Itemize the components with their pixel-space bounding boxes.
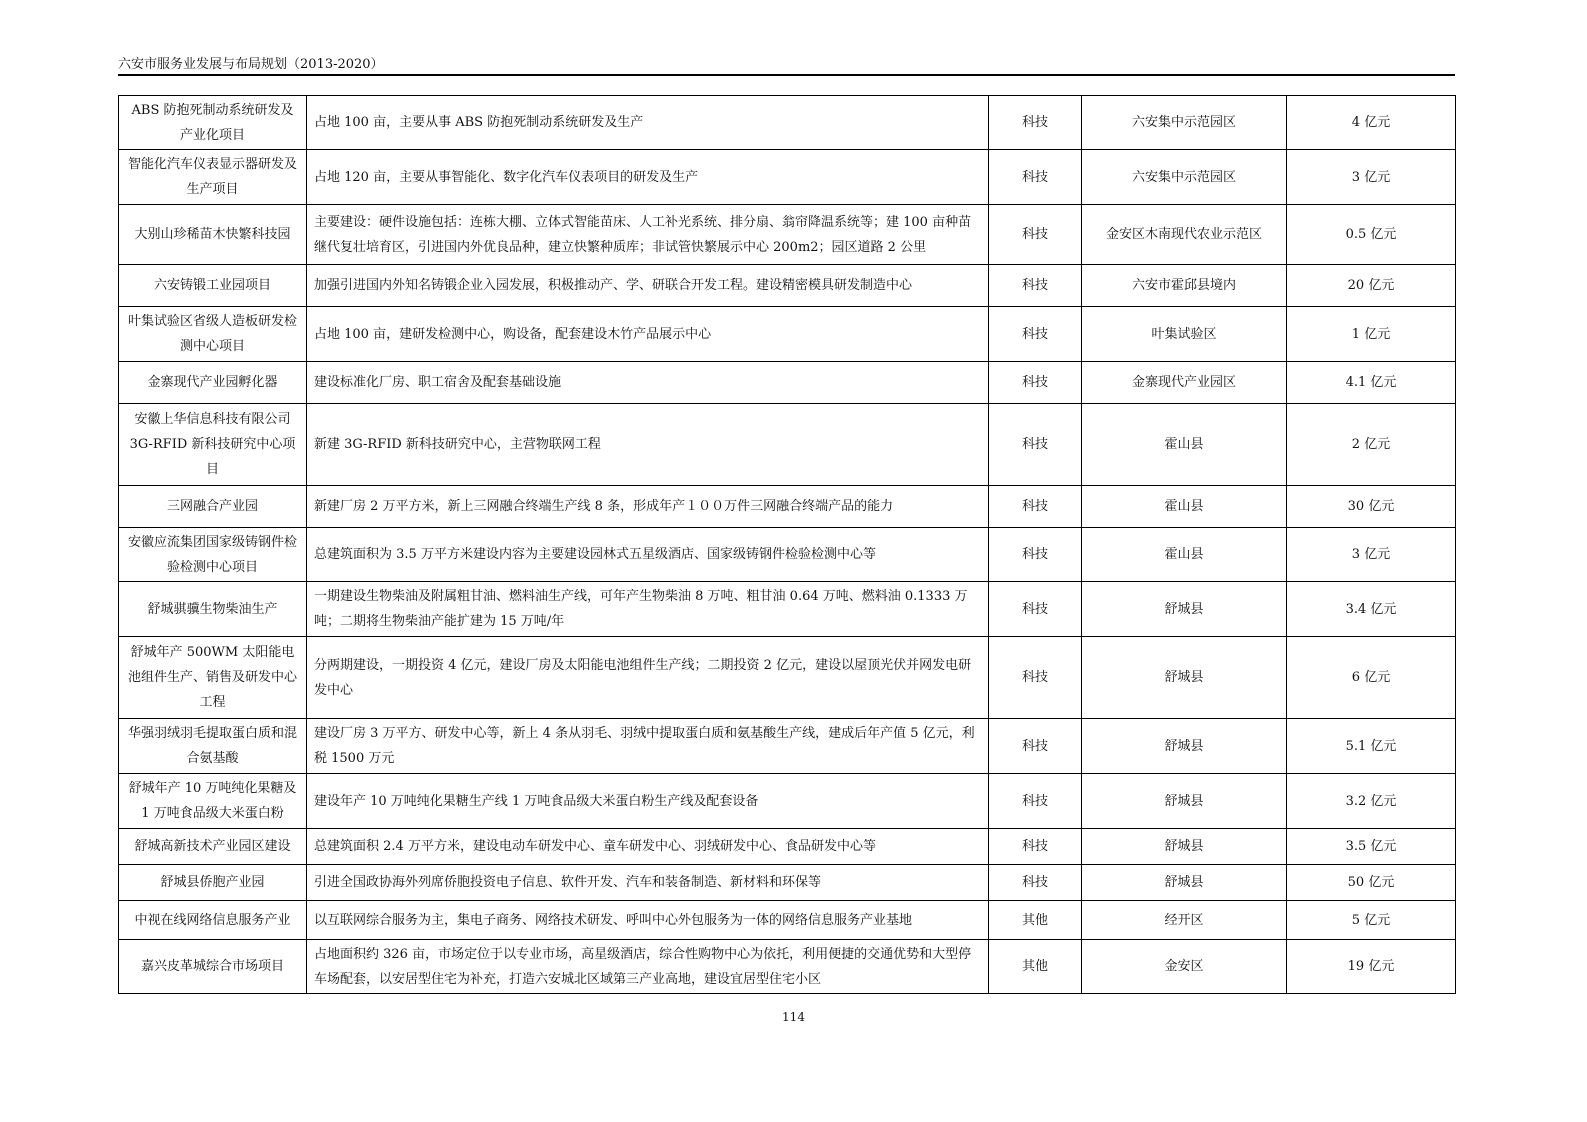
project-name-cell: ABS 防抱死制动系统研发及产业化项目	[119, 96, 307, 150]
project-location-cell: 舒城县	[1082, 582, 1287, 637]
project-name-cell: 安徽上华信息科技有限公司 3G-RFID 新科技研究中心项目	[119, 404, 307, 486]
project-description-cell: 占地 100 亩，主要从事 ABS 防抱死制动系统研发及生产	[307, 96, 989, 150]
project-category-cell: 科技	[989, 404, 1082, 486]
project-name-cell: 六安铸锻工业园项目	[119, 265, 307, 307]
project-category-cell: 科技	[989, 719, 1082, 774]
table-row	[119, 774, 1456, 829]
table-row	[119, 362, 1456, 404]
project-description-cell: 建设标准化厂房、职工宿舍及配套基础设施	[307, 362, 989, 404]
project-location-cell: 舒城县	[1082, 637, 1287, 719]
project-description-cell: 总建筑面积 2.4 万平方米，建设电动车研发中心、童车研发中心、羽绒研发中心、食品研发中心等	[307, 829, 989, 865]
project-name-cell: 华强羽绒羽毛提取蛋白质和混合氨基酸	[119, 719, 307, 774]
project-description-cell: 占地面积约 326 亩，市场定位于以专业市场，高星级酒店，综合性购物中心为依托，利用便捷的交通优势和大型停车场配套，以安居型住宅为补充，打造六安城北区域第三产业高地，建设宜居型住宅小区	[307, 940, 989, 994]
project-location-cell: 六安市霍邱县境内	[1082, 265, 1287, 307]
project-location-cell: 六安集中示范园区	[1082, 96, 1287, 150]
project-category-cell: 科技	[989, 265, 1082, 307]
project-investment-cell: 2 亿元	[1287, 404, 1456, 486]
table-row	[119, 404, 1456, 486]
table-row	[119, 265, 1456, 307]
project-table	[118, 95, 1456, 994]
project-location-cell: 金安区	[1082, 940, 1287, 994]
project-name-cell: 中视在线网络信息服务产业	[119, 901, 307, 940]
project-investment-cell: 19 亿元	[1287, 940, 1456, 994]
project-location-cell: 叶集试验区	[1082, 307, 1287, 362]
table-row	[119, 96, 1456, 150]
project-investment-cell: 5 亿元	[1287, 901, 1456, 940]
project-name-cell: 金寨现代产业园孵化器	[119, 362, 307, 404]
project-location-cell: 霍山县	[1082, 404, 1287, 486]
table-row	[119, 637, 1456, 719]
table-row	[119, 829, 1456, 865]
document-header: 六安市服务业发展与布局规划（2013-2020）	[118, 57, 384, 72]
project-location-cell: 金安区木南现代农业示范区	[1082, 205, 1287, 265]
project-category-cell: 科技	[989, 486, 1082, 528]
project-description-cell: 新建 3G-RFID 新科技研究中心，主营物联网工程	[307, 404, 989, 486]
project-category-cell: 科技	[989, 774, 1082, 829]
project-investment-cell: 6 亿元	[1287, 637, 1456, 719]
project-description-cell: 以互联网综合服务为主，集电子商务、网络技术研发、呼叫中心外包服务为一体的网络信息服务产业基地	[307, 901, 989, 940]
project-investment-cell: 5.1 亿元	[1287, 719, 1456, 774]
project-investment-cell: 20 亿元	[1287, 265, 1456, 307]
table-row	[119, 150, 1456, 205]
project-investment-cell: 30 亿元	[1287, 486, 1456, 528]
project-description-cell: 加强引进国内外知名铸锻企业入园发展，积极推动产、学、研联合开发工程。建设精密模具研发制造中心	[307, 265, 989, 307]
project-investment-cell: 4 亿元	[1287, 96, 1456, 150]
project-location-cell: 舒城县	[1082, 719, 1287, 774]
project-category-cell: 科技	[989, 362, 1082, 404]
project-category-cell: 科技	[989, 637, 1082, 719]
page-number: 114	[782, 1010, 805, 1024]
project-description-cell: 总建筑面积为 3.5 万平方米建设内容为主要建设园林式五星级酒店、国家级铸钢件检验检测中心等	[307, 528, 989, 582]
project-description-cell: 一期建设生物柴油及附属粗甘油、燃料油生产线，可年产生物柴油 8 万吨、粗甘油 0.64 万吨、燃料油 0.1333 万吨；二期将生物柴油产能扩建为 15 万吨/年	[307, 582, 989, 637]
project-location-cell: 舒城县	[1082, 774, 1287, 829]
project-investment-cell: 50 亿元	[1287, 865, 1456, 901]
project-name-cell: 舒城高新技术产业园区建设	[119, 829, 307, 865]
project-location-cell: 金寨现代产业园区	[1082, 362, 1287, 404]
project-category-cell: 科技	[989, 96, 1082, 150]
project-category-cell: 科技	[989, 205, 1082, 265]
project-category-cell: 其他	[989, 901, 1082, 940]
project-name-cell: 嘉兴皮革城综合市场项目	[119, 940, 307, 994]
project-name-cell: 智能化汽车仪表显示器研发及生产项目	[119, 150, 307, 205]
project-category-cell: 科技	[989, 829, 1082, 865]
project-description-cell: 主要建设：硬件设施包括：连栋大棚、立体式智能苗床、人工补光系统、排分扇、翁帘降温系统等；建 100 亩种苗继代复壮培育区，引进国内外优良品种，建立快繁种质库；非试管快繁展示中心 200m2；园区道路 2 公里	[307, 205, 989, 265]
table-row	[119, 865, 1456, 901]
project-name-cell: 三网融合产业园	[119, 486, 307, 528]
project-investment-cell: 3 亿元	[1287, 150, 1456, 205]
project-category-cell: 其他	[989, 940, 1082, 994]
project-name-cell: 舒城年产 500WM 太阳能电池组件生产、销售及研发中心工程	[119, 637, 307, 719]
project-investment-cell: 3.5 亿元	[1287, 829, 1456, 865]
project-category-cell: 科技	[989, 582, 1082, 637]
project-category-cell: 科技	[989, 307, 1082, 362]
project-name-cell: 安徽应流集团国家级铸钢件检验检测中心项目	[119, 528, 307, 582]
table-row	[119, 901, 1456, 940]
project-investment-cell: 3.4 亿元	[1287, 582, 1456, 637]
project-description-cell: 建设年产 10 万吨纯化果糖生产线 1 万吨食品级大米蛋白粉生产线及配套设备	[307, 774, 989, 829]
project-location-cell: 霍山县	[1082, 486, 1287, 528]
project-location-cell: 舒城县	[1082, 829, 1287, 865]
project-description-cell: 引进全国政协海外列席侨胞投资电子信息、软件开发、汽车和装备制造、新材料和环保等	[307, 865, 989, 901]
project-description-cell: 占地 120 亩，主要从事智能化、数字化汽车仪表项目的研发及生产	[307, 150, 989, 205]
project-name-cell: 叶集试验区省级人造板研发检测中心项目	[119, 307, 307, 362]
project-description-cell: 建设厂房 3 万平方、研发中心等，新上 4 条从羽毛、羽绒中提取蛋白质和氨基酸生产线，建成后年产值 5 亿元，利税 1500 万元	[307, 719, 989, 774]
table-row	[119, 528, 1456, 582]
header-rule	[118, 74, 1455, 76]
project-description-cell: 新建厂房 2 万平方米，新上三网融合终端生产线 8 条，形成年产１００万件三网融合终端产品的能力	[307, 486, 989, 528]
project-location-cell: 舒城县	[1082, 865, 1287, 901]
project-location-cell: 六安集中示范园区	[1082, 150, 1287, 205]
project-investment-cell: 3 亿元	[1287, 528, 1456, 582]
table-row	[119, 582, 1456, 637]
project-description-cell: 分两期建设，一期投资 4 亿元，建设厂房及太阳能电池组件生产线；二期投资 2 亿元，建设以屋顶光伏并网发电研发中心	[307, 637, 989, 719]
table-row	[119, 719, 1456, 774]
project-location-cell: 经开区	[1082, 901, 1287, 940]
project-investment-cell: 1 亿元	[1287, 307, 1456, 362]
project-name-cell: 大别山珍稀苗木快繁科技园	[119, 205, 307, 265]
project-investment-cell: 3.2 亿元	[1287, 774, 1456, 829]
project-location-cell: 霍山县	[1082, 528, 1287, 582]
project-name-cell: 舒城县侨胞产业园	[119, 865, 307, 901]
project-category-cell: 科技	[989, 150, 1082, 205]
project-name-cell: 舒城骐骥生物柴油生产	[119, 582, 307, 637]
table-row	[119, 205, 1456, 265]
project-name-cell: 舒城年产 10 万吨纯化果糖及 1 万吨食品级大米蛋白粉	[119, 774, 307, 829]
project-description-cell: 占地 100 亩，建研发检测中心，购设备，配套建设木竹产品展示中心	[307, 307, 989, 362]
project-category-cell: 科技	[989, 528, 1082, 582]
table-row	[119, 940, 1456, 994]
table-row	[119, 486, 1456, 528]
project-investment-cell: 4.1 亿元	[1287, 362, 1456, 404]
table-row	[119, 307, 1456, 362]
project-category-cell: 科技	[989, 865, 1082, 901]
project-investment-cell: 0.5 亿元	[1287, 205, 1456, 265]
